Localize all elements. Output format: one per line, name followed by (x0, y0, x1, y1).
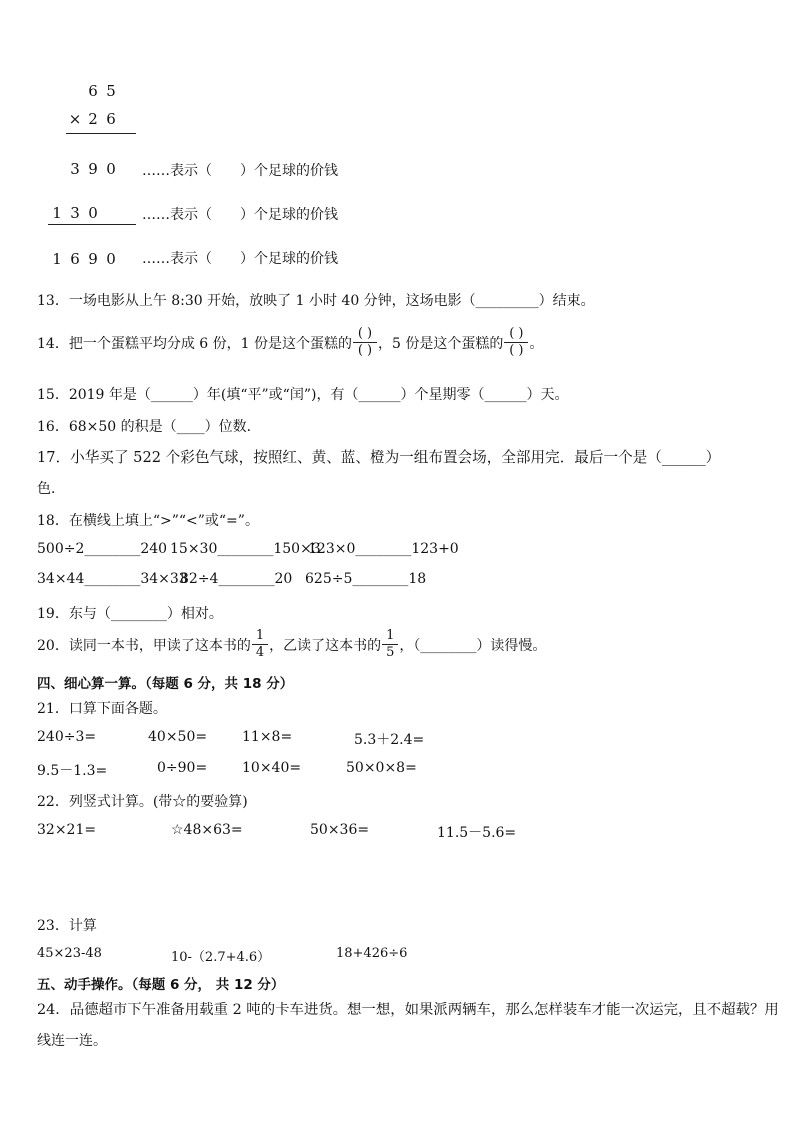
fraction-blank-1 (353, 326, 377, 359)
numerator: 1 (386, 628, 395, 643)
digit: 1 (52, 250, 62, 268)
section-4-heading: 四、细心算一算。（每题 6 分，共 18 分） (37, 676, 294, 692)
question-17-line-1: 17．小华买了 522 个彩色气球，按照红、黄、蓝、橙为一组布置会场，全部用完．最后一个是（______） (37, 449, 721, 466)
question-14 (37, 326, 543, 359)
mental-math-item: 10×40= (242, 760, 302, 776)
digit: 5 (106, 82, 116, 100)
question-22: 22．列竖式计算。(带☆的要验算) (37, 794, 248, 810)
digit: 6 (106, 110, 116, 128)
mental-math-item: 0÷90= (157, 760, 208, 776)
question-18: 18．在横线上填上“>”“<”或“=”。 (37, 513, 259, 529)
compare-item: 123×0________123+0 (308, 541, 459, 557)
digit: 3 (70, 204, 80, 222)
digit: 6 (88, 82, 98, 100)
compare-item: 82÷4________20 (180, 571, 293, 587)
written-calc-item: ☆48×63= (171, 822, 243, 838)
numerator-blank: ( ) (357, 326, 373, 341)
q14-text-post: 。 (529, 335, 544, 352)
written-calc-item: 50×36= (310, 822, 370, 838)
digit: 0 (106, 250, 116, 268)
q20-text-mid: ，乙读了这本书的 (269, 637, 382, 654)
compare-item: 625÷5________18 (305, 571, 427, 587)
digit: 3 (70, 160, 80, 178)
digit: 9 (88, 250, 98, 268)
note-1: ……表示（ ）个足球的价钱 (142, 163, 338, 179)
digit: 6 (70, 250, 80, 268)
question-24-line-1: 24．品德超市下午准备用载重 2 吨的卡车进货。想一想，如果派两辆车，那么怎样装车才能一次运完，且不超载？用 (37, 1002, 779, 1018)
written-calc-item: 11.5－5.6= (437, 825, 517, 841)
digit: 0 (106, 160, 116, 178)
note-3: ……表示（ ）个足球的价钱 (142, 251, 338, 267)
multiplicand (84, 82, 120, 100)
mental-math-item: 50×0×8= (346, 760, 417, 776)
denominator: 5 (386, 645, 395, 660)
compare-item: 15×30________150×3 (170, 541, 321, 557)
mental-math-item: 40×50= (148, 729, 208, 745)
digit: 9 (88, 160, 98, 178)
times-sign: × (68, 110, 82, 128)
section-5-heading: 五、动手操作。（每题 6 分， 共 12 分） (37, 977, 285, 993)
question-21: 21．口算下面各题。 (37, 701, 167, 717)
numerator: 1 (255, 628, 265, 643)
denominator-blank: ( ) (509, 343, 524, 358)
sum-line (48, 224, 136, 225)
q20-text-post: ，（________）读得慢。 (399, 637, 547, 654)
mental-math-item: 5.3＋2.4= (354, 732, 425, 748)
mental-math-item: 9.5－1.3= (37, 763, 108, 779)
calc-item: 18+426÷6 (336, 946, 408, 961)
question-13: 13．一场电影从上午 8:30 开始，放映了 1 小时 40 分钟，这场电影（_________）结束。 (37, 293, 595, 309)
calc-item: 10-（2.7+4.6） (171, 950, 271, 965)
partial-product-1 (66, 160, 120, 178)
mental-math-item: 240÷3= (37, 729, 97, 745)
fraction-one-fifth (382, 628, 398, 661)
final-product (48, 250, 120, 268)
calc-item: 45×23-48 (37, 946, 102, 961)
note-2: ……表示（ ）个足球的价钱 (142, 207, 338, 223)
q14-text-pre: 14．把一个蛋糕平均分成 6 份，1 份是这个蛋糕的 (37, 335, 352, 352)
compare-item: 34×44________34×33 (37, 571, 188, 587)
product-line (66, 133, 136, 134)
digit: 1 (52, 204, 62, 222)
fraction-blank-2 (504, 326, 528, 359)
q14-text-mid: ，5 份是这个蛋糕的 (377, 335, 504, 352)
q20-text-pre: 20．读同一本书，甲读了这本书的 (37, 637, 251, 654)
digit: 2 (88, 110, 98, 128)
denominator: 4 (255, 645, 265, 660)
question-19: 19．东与（________）相对。 (37, 606, 223, 622)
numerator-blank: ( ) (509, 326, 524, 341)
fraction-one-quarter (252, 628, 268, 661)
question-23: 23．计算 (37, 918, 97, 934)
question-15: 15．2019 年是（______）年(填“平”或“闰”)，有（______）个星期零（______）天。 (37, 387, 569, 403)
mental-math-item: 11×8= (242, 729, 293, 745)
written-calc-item: 32×21= (37, 822, 97, 838)
partial-product-2 (48, 204, 102, 222)
compare-item: 500÷2________240 (37, 541, 168, 557)
digit: 0 (88, 204, 98, 222)
multiplier (66, 110, 120, 128)
question-20 (37, 628, 546, 661)
denominator-blank: ( ) (357, 343, 373, 358)
question-24-line-2: 线连一连。 (37, 1033, 107, 1049)
question-16: 16．68×50 的积是（____）位数． (37, 419, 261, 435)
question-17-line-2: 色． (37, 481, 65, 497)
